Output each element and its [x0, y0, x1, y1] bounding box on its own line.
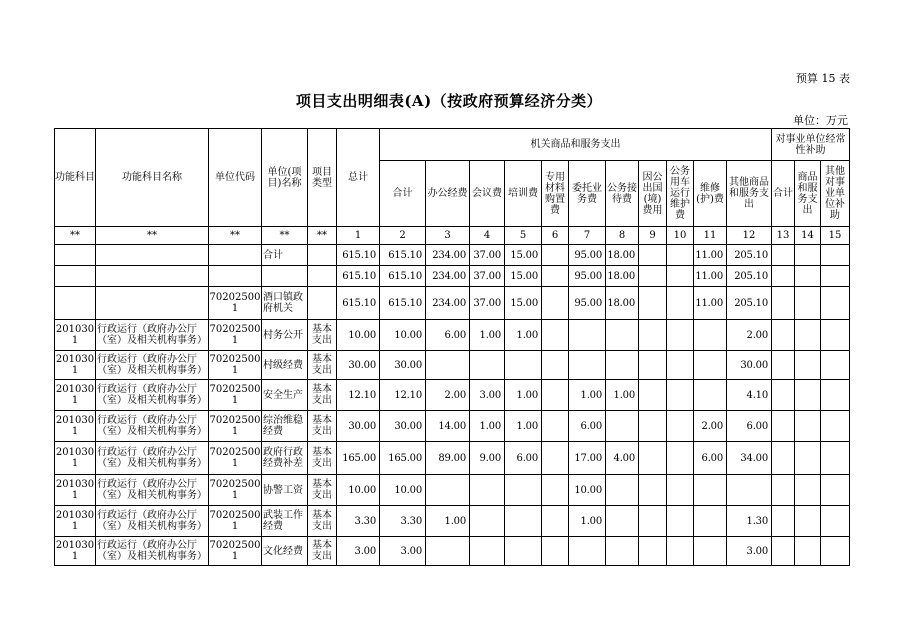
table-cell	[96, 287, 209, 320]
header-vehicle-fee: 公务用车运行维护费	[667, 161, 694, 227]
table-cell	[795, 351, 821, 380]
table-cell: 村级经费	[262, 351, 308, 380]
table-cell	[639, 320, 667, 351]
column-index-cell: 9	[639, 227, 667, 245]
table-cell: 17.00	[569, 442, 606, 475]
table-cell	[667, 506, 694, 537]
table-cell: 702025001	[209, 287, 262, 320]
table-cell	[470, 506, 505, 537]
table-cell	[667, 320, 694, 351]
table-cell: 615.10	[337, 245, 380, 266]
table-cell: 205.10	[727, 245, 772, 266]
table-cell: 14.00	[426, 411, 470, 442]
table-cell: 2.00	[694, 411, 727, 442]
column-index-cell: 2	[380, 227, 426, 245]
table-cell: 1.00	[426, 506, 470, 537]
table-cell	[542, 266, 569, 287]
table-cell: 基本支出	[308, 442, 337, 475]
table-cell: 政府行政经费补差	[262, 442, 308, 475]
table-cell	[542, 320, 569, 351]
column-index-cell: 5	[505, 227, 542, 245]
table-cell	[772, 266, 795, 287]
table-cell	[96, 245, 209, 266]
table-cell	[639, 245, 667, 266]
header-total: 总计	[337, 129, 380, 227]
table-cell: 基本支出	[308, 475, 337, 506]
table-cell	[55, 245, 96, 266]
table-cell: 702025001	[209, 351, 262, 380]
table-cell	[821, 380, 850, 411]
table-row	[55, 351, 850, 380]
table-row	[55, 506, 850, 537]
header-group-goods-services: 机关商品和服务支出	[380, 129, 772, 161]
table-cell: 165.00	[380, 442, 426, 475]
table-cell: 30.00	[727, 351, 772, 380]
table-cell: 10.00	[569, 475, 606, 506]
table-cell: 10.00	[337, 320, 380, 351]
table-cell: 15.00	[505, 245, 542, 266]
table-row	[55, 245, 850, 266]
table-cell	[667, 475, 694, 506]
table-cell: 1.00	[505, 380, 542, 411]
table-cell	[606, 411, 639, 442]
table-cell	[569, 320, 606, 351]
table-cell	[639, 266, 667, 287]
column-index-cell: 1	[337, 227, 380, 245]
header-subtotal: 合计	[380, 161, 426, 227]
table-cell	[694, 380, 727, 411]
header-abroad-fee: 因公出国(境)费用	[639, 161, 667, 227]
page-title: 项目支出明细表(A)（按政府预算经济分类）	[295, 92, 603, 110]
table-cell: 3.00	[727, 537, 772, 566]
table-cell	[606, 506, 639, 537]
table-cell: 2010301	[55, 320, 96, 351]
table-cell	[505, 475, 542, 506]
table-cell	[772, 245, 795, 266]
table-cell	[426, 537, 470, 566]
table-cell: 行政运行（政府办公厅（室）及相关机构事务）	[96, 537, 209, 566]
table-cell: 165.00	[337, 442, 380, 475]
column-index-cell: 14	[795, 227, 821, 245]
table-cell	[542, 351, 569, 380]
table-cell	[606, 320, 639, 351]
table-row	[55, 411, 850, 442]
table-cell: 3.30	[380, 506, 426, 537]
table-cell	[694, 506, 727, 537]
table-cell	[694, 351, 727, 380]
table-cell	[542, 537, 569, 566]
table-cell: 2.00	[727, 320, 772, 351]
header-meeting-fee: 会议费	[470, 161, 505, 227]
table-row	[55, 442, 850, 475]
table-cell	[426, 351, 470, 380]
table-cell	[667, 442, 694, 475]
table-cell: 6.00	[505, 442, 542, 475]
table-cell	[667, 245, 694, 266]
table-row	[55, 320, 850, 351]
table-cell: 37.00	[470, 266, 505, 287]
table-cell	[542, 245, 569, 266]
table-cell	[542, 380, 569, 411]
table-cell	[795, 380, 821, 411]
table-cell	[772, 475, 795, 506]
table-cell: 行政运行（政府办公厅（室）及相关机构事务）	[96, 411, 209, 442]
column-index-cell: **	[262, 227, 308, 245]
table-cell	[569, 537, 606, 566]
header-repair-fee: 维修(护)费	[694, 161, 727, 227]
table-cell: 615.10	[337, 266, 380, 287]
column-index-cell: 7	[569, 227, 606, 245]
table-cell	[96, 266, 209, 287]
table-cell	[795, 537, 821, 566]
table-row	[55, 537, 850, 566]
column-index-cell: 12	[727, 227, 772, 245]
table-cell	[694, 475, 727, 506]
table-cell	[262, 266, 308, 287]
table-cell: 34.00	[727, 442, 772, 475]
table-cell: 12.10	[380, 380, 426, 411]
table-cell: 11.00	[694, 287, 727, 320]
table-cell	[639, 351, 667, 380]
header-reception-fee: 公务接待费	[606, 161, 639, 227]
table-cell: 安全生产	[262, 380, 308, 411]
table-cell	[821, 320, 850, 351]
table-cell: 2010301	[55, 380, 96, 411]
table-cell: 234.00	[426, 266, 470, 287]
header-func-code: 功能科目	[55, 129, 96, 227]
table-cell: 2010301	[55, 537, 96, 566]
column-index-cell: 10	[667, 227, 694, 245]
table-cell	[667, 287, 694, 320]
table-cell	[55, 287, 96, 320]
table-cell: 1.00	[569, 506, 606, 537]
table-row	[55, 266, 850, 287]
table-cell	[795, 320, 821, 351]
table-cell	[667, 411, 694, 442]
column-index-cell: **	[55, 227, 96, 245]
table-cell: 12.10	[337, 380, 380, 411]
table-cell: 6.00	[426, 320, 470, 351]
table-cell: 基本支出	[308, 411, 337, 442]
table-cell: 行政运行（政府办公厅（室）及相关机构事务）	[96, 442, 209, 475]
table-cell	[772, 411, 795, 442]
table-cell: 基本支出	[308, 320, 337, 351]
table-cell: 234.00	[426, 287, 470, 320]
table-cell: 10.00	[380, 320, 426, 351]
header-other-goods: 其他商品和服务支出	[727, 161, 772, 227]
column-index-cell: **	[96, 227, 209, 245]
table-cell	[505, 506, 542, 537]
table-cell	[694, 537, 727, 566]
table-cell	[821, 475, 850, 506]
header-unit-code: 单位代码	[209, 129, 262, 227]
table-cell	[639, 442, 667, 475]
table-cell	[639, 411, 667, 442]
table-cell	[667, 537, 694, 566]
table-cell: 基本支出	[308, 380, 337, 411]
table-cell	[639, 537, 667, 566]
table-cell: 89.00	[426, 442, 470, 475]
table-cell: 行政运行（政府办公厅（室）及相关机构事务）	[96, 380, 209, 411]
table-cell: 酒口镇政府机关	[262, 287, 308, 320]
table-cell: 行政运行（政府办公厅（室）及相关机构事务）	[96, 475, 209, 506]
table-cell: 4.00	[606, 442, 639, 475]
table-cell	[505, 351, 542, 380]
expense-table	[54, 128, 850, 566]
table-cell: 702025001	[209, 475, 262, 506]
table-cell: 205.10	[727, 266, 772, 287]
table-cell: 2010301	[55, 506, 96, 537]
table-cell: 615.10	[337, 287, 380, 320]
header-subsidy-goods: 商品和服务支出	[795, 161, 821, 227]
table-cell: 702025001	[209, 380, 262, 411]
table-row	[55, 287, 850, 320]
header-func-name: 功能科目名称	[96, 129, 209, 227]
table-cell	[606, 537, 639, 566]
header-office-fee: 办公经费	[426, 161, 470, 227]
table-cell	[209, 245, 262, 266]
table-cell	[209, 266, 262, 287]
header-subsidy-total: 合计	[772, 161, 795, 227]
table-cell	[542, 411, 569, 442]
header-subsidy-other: 其他对事业单位补助	[821, 161, 850, 227]
table-cell	[694, 320, 727, 351]
table-cell: 1.00	[505, 320, 542, 351]
column-index-cell: 15	[821, 227, 850, 245]
table-cell: 综治维稳经费	[262, 411, 308, 442]
header-unit-name: 单位(项目)名称	[262, 129, 308, 227]
table-cell	[795, 442, 821, 475]
table-cell: 基本支出	[308, 351, 337, 380]
table-cell: 4.10	[727, 380, 772, 411]
header-entrust-fee: 委托业务费	[569, 161, 606, 227]
table-cell: 1.30	[727, 506, 772, 537]
table-cell: 11.00	[694, 266, 727, 287]
table-cell	[821, 506, 850, 537]
table-cell	[772, 351, 795, 380]
table-cell	[470, 475, 505, 506]
table-cell	[821, 245, 850, 266]
header-training-fee: 培训费	[505, 161, 542, 227]
table-cell: 协警工资	[262, 475, 308, 506]
table-cell	[667, 380, 694, 411]
table-cell	[727, 475, 772, 506]
table-cell	[606, 351, 639, 380]
table-cell: 2010301	[55, 475, 96, 506]
table-cell: 702025001	[209, 537, 262, 566]
table-cell: 10.00	[337, 475, 380, 506]
table-cell: 武装工作经费	[262, 506, 308, 537]
table-cell	[821, 537, 850, 566]
table-cell: 基本支出	[308, 537, 337, 566]
table-cell	[821, 287, 850, 320]
table-cell: 9.00	[470, 442, 505, 475]
table-cell: 702025001	[209, 320, 262, 351]
header-project-type: 项目类型	[308, 129, 337, 227]
table-cell	[542, 506, 569, 537]
table-cell	[795, 411, 821, 442]
table-cell: 18.00	[606, 245, 639, 266]
table-cell: 615.10	[380, 266, 426, 287]
table-cell: 30.00	[380, 351, 426, 380]
table-cell: 615.10	[380, 287, 426, 320]
table-cell	[772, 537, 795, 566]
table-cell	[639, 506, 667, 537]
table-cell: 1.00	[470, 411, 505, 442]
table-cell: 95.00	[569, 245, 606, 266]
table-cell: 3.00	[470, 380, 505, 411]
table-cell	[55, 266, 96, 287]
table-cell	[308, 287, 337, 320]
table-cell: 15.00	[505, 266, 542, 287]
table-cell: 6.00	[569, 411, 606, 442]
table-cell: 95.00	[569, 266, 606, 287]
header-material-fee: 专用材料购置费	[542, 161, 569, 227]
table-cell: 2010301	[55, 351, 96, 380]
table-cell	[639, 380, 667, 411]
table-cell: 37.00	[470, 245, 505, 266]
table-cell	[542, 475, 569, 506]
table-cell	[569, 351, 606, 380]
table-cell	[426, 475, 470, 506]
table-cell: 3.30	[337, 506, 380, 537]
table-cell	[667, 266, 694, 287]
table-cell: 30.00	[337, 351, 380, 380]
table-cell: 702025001	[209, 411, 262, 442]
table-cell: 行政运行（政府办公厅（室）及相关机构事务）	[96, 351, 209, 380]
table-cell	[606, 475, 639, 506]
table-cell: 1.00	[505, 411, 542, 442]
table-cell	[308, 245, 337, 266]
form-number: 预算 15 表	[796, 72, 850, 85]
table-row	[55, 380, 850, 411]
table-cell: 37.00	[470, 287, 505, 320]
table-cell: 1.00	[606, 380, 639, 411]
header-group-subsidy: 对事业单位经常性补助	[772, 129, 850, 161]
table-row	[55, 475, 850, 506]
table-cell	[795, 266, 821, 287]
table-cell: 2010301	[55, 442, 96, 475]
table-cell: 11.00	[694, 245, 727, 266]
table-cell: 2010301	[55, 411, 96, 442]
table-cell	[772, 380, 795, 411]
table-cell	[772, 506, 795, 537]
table-cell	[639, 475, 667, 506]
table-cell	[795, 506, 821, 537]
column-index-cell: 6	[542, 227, 569, 245]
column-index-cell: 8	[606, 227, 639, 245]
table-cell: 文化经费	[262, 537, 308, 566]
column-index-cell: 3	[426, 227, 470, 245]
table-cell	[772, 287, 795, 320]
table-cell	[821, 442, 850, 475]
table-cell: 1.00	[569, 380, 606, 411]
table-cell: 10.00	[380, 475, 426, 506]
table-cell	[772, 442, 795, 475]
table-cell: 3.00	[380, 537, 426, 566]
table-cell	[505, 537, 542, 566]
table-cell: 30.00	[337, 411, 380, 442]
table-cell: 702025001	[209, 506, 262, 537]
unit-label: 单位：万元	[793, 114, 848, 127]
table-cell	[470, 351, 505, 380]
table-cell	[542, 442, 569, 475]
table-cell	[639, 287, 667, 320]
column-index-cell: 11	[694, 227, 727, 245]
table-cell: 615.10	[380, 245, 426, 266]
table-cell: 3.00	[337, 537, 380, 566]
table-cell	[795, 475, 821, 506]
table-cell: 行政运行（政府办公厅（室）及相关机构事务）	[96, 506, 209, 537]
table-cell: 基本支出	[308, 506, 337, 537]
table-cell: 合计	[262, 245, 308, 266]
table-cell	[795, 245, 821, 266]
table-cell	[308, 266, 337, 287]
table-cell: 行政运行（政府办公厅（室）及相关机构事务）	[96, 320, 209, 351]
table-cell: 6.00	[694, 442, 727, 475]
table-cell: 18.00	[606, 287, 639, 320]
table-cell: 村务公开	[262, 320, 308, 351]
table-cell: 1.00	[470, 320, 505, 351]
table-cell	[821, 351, 850, 380]
column-index-cell: **	[308, 227, 337, 245]
table-cell	[470, 537, 505, 566]
table-cell: 6.00	[727, 411, 772, 442]
table-cell: 30.00	[380, 411, 426, 442]
table-cell: 15.00	[505, 287, 542, 320]
column-index-cell: 4	[470, 227, 505, 245]
column-index-cell: **	[209, 227, 262, 245]
table-cell: 205.10	[727, 287, 772, 320]
table-cell	[821, 411, 850, 442]
table-cell: 18.00	[606, 266, 639, 287]
table-cell	[772, 320, 795, 351]
table-cell: 95.00	[569, 287, 606, 320]
column-index-cell: 13	[772, 227, 795, 245]
table-cell: 2.00	[426, 380, 470, 411]
table-cell: 702025001	[209, 442, 262, 475]
table-cell	[821, 266, 850, 287]
column-index-row	[55, 227, 850, 245]
table-cell	[795, 287, 821, 320]
table-cell	[667, 351, 694, 380]
table-cell: 234.00	[426, 245, 470, 266]
table-cell	[542, 287, 569, 320]
